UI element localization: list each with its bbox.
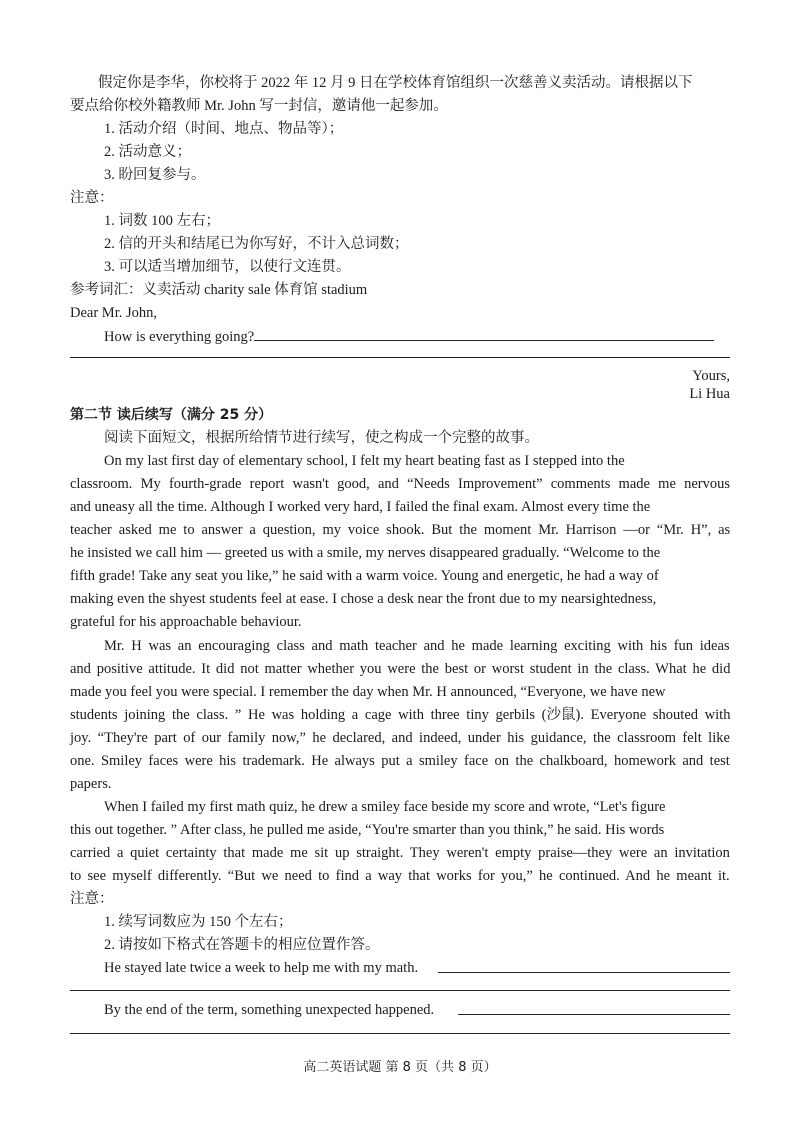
answer-blank-letter-first[interactable] xyxy=(254,326,714,341)
passage-p3-line-3: carried a quiet certainty that made me sit up straight. They weren't empty praise—they were an invitation xyxy=(70,845,730,861)
point-3: 3. 盼回复参与。 xyxy=(104,167,206,183)
passage-p3-line-2: this out together. ” After class, he pulled me aside, “You're smarter than you think,” he said. His words xyxy=(70,822,665,838)
answer-line-prompt-b[interactable] xyxy=(70,1033,730,1034)
page-footer: 高二英语试题 第 8 页（共 8 页） xyxy=(303,1060,497,1075)
answer-line-prompt-a[interactable] xyxy=(70,990,730,991)
prompt-line-1: 假定你是李华，你校将于 2022 年 12 月 9 日在学校体育馆组织一次慈善义卖活动。请根据以下 xyxy=(98,75,693,91)
letter-signature: Li Hua xyxy=(689,386,730,402)
continuation-prompt-b-text: By the end of the term, something unexpected happened. xyxy=(104,1002,435,1018)
answer-blank-prompt-a[interactable] xyxy=(438,972,730,973)
notes-label: 注意： xyxy=(70,190,114,206)
point-2: 2. 活动意义； xyxy=(104,144,191,160)
answer-line-letter[interactable] xyxy=(70,357,730,358)
letter-closing: Yours, xyxy=(692,368,730,384)
continuation-note-1: 1. 续写词数应为 150 个左右； xyxy=(104,914,293,930)
vocab-reference: 参考词汇：义卖活动 charity sale 体育馆 stadium xyxy=(70,282,368,298)
letter-greeting: Dear Mr. John, xyxy=(70,305,157,321)
passage-p1-line-1: On my last first day of elementary school, I felt my heart beating fast as I stepped into the xyxy=(104,453,625,469)
passage-p1-line-7: making even the shyest students feel at ease. I chose a desk near the front due to my nearsightedness, xyxy=(70,591,657,607)
section-instruction: 阅读下面短文，根据所给情节进行续写，使之构成一个完整的故事。 xyxy=(104,430,539,446)
prompt-line-2: 要点给你校外籍教师 Mr. John 写一封信，邀请他一起参加。 xyxy=(70,98,448,114)
passage-p3-line-1: When I failed my first math quiz, he drew a smiley face beside my score and wrote, “Let's figure xyxy=(104,799,666,815)
note-2: 2. 信的开头和结尾已为你写好，不计入总词数； xyxy=(104,236,409,252)
passage-p1-line-6: fifth grade! Take any seat you like,” he said with a warm voice. Young and energetic, he had a way of xyxy=(70,568,659,584)
section-heading: 第二节 读后续写（满分 25 分） xyxy=(70,407,273,423)
passage-p2-line-2: and positive attitude. It did not matter whether you were the best or worst student in the class. What he did xyxy=(70,661,731,677)
continuation-prompt-a xyxy=(104,958,418,978)
passage-p2-line-7: papers. xyxy=(70,776,112,792)
passage-p1-line-2: classroom. My fourth-grade report wasn't good, and “Needs Improvement” comments made me nervous xyxy=(70,476,730,492)
letter-opening-text: How is everything going? xyxy=(104,329,255,345)
continuation-prompt-a-text: He stayed late twice a week to help me with my math. xyxy=(104,960,419,976)
point-1: 1. 活动介绍（时间、地点、物品等）； xyxy=(104,121,344,137)
continuation-notes-label: 注意： xyxy=(70,891,114,907)
letter-opening xyxy=(104,326,714,347)
continuation-note-2: 2. 请按如下格式在答题卡的相应位置作答。 xyxy=(104,937,380,953)
passage-p2-line-1: Mr. H was an encouraging class and math teacher and he made learning exciting with his fun ideas xyxy=(104,638,730,654)
continuation-prompt-b xyxy=(104,1000,434,1020)
passage-p1-line-5: he insisted we call him — greeted us with a smile, my nerves disappeared gradually. “Welcome to the xyxy=(70,545,661,561)
note-3: 3. 可以适当增加细节，以使行文连贯。 xyxy=(104,259,351,275)
passage-p1-line-4: teacher asked me to answer a question, my voice shook. But the moment Mr. Harrison —or “Mr. H”, as xyxy=(70,522,731,538)
passage-p2-line-4: students joining the class. ” He was holding a cage with three tiny gerbils (沙鼠). Everyone shouted with xyxy=(70,707,731,723)
passage-p2-line-5: joy. “They're part of our family now,” he declared, and indeed, under his guidance, the classroom felt like xyxy=(70,730,730,746)
note-1: 1. 词数 100 左右； xyxy=(104,213,220,229)
passage-p3-line-4: to see myself differently. “But we need to find a way that works for you,” he continued. And he meant it. xyxy=(70,868,730,884)
passage-p1-line-8: grateful for his approachable behaviour. xyxy=(70,614,302,630)
answer-blank-prompt-b[interactable] xyxy=(458,1014,730,1015)
passage-p2-line-3: made you feel you were special. I remember the day when Mr. H announced, “Everyone, we have new xyxy=(70,684,666,700)
passage-p1-line-3: and uneasy all the time. Although I worked very hard, I failed the final exam. Almost every time the xyxy=(70,499,651,515)
passage-p2-line-6: one. Smiley faces were his trademark. He always put a smiley face on the chalkboard, homework and test xyxy=(70,753,730,769)
